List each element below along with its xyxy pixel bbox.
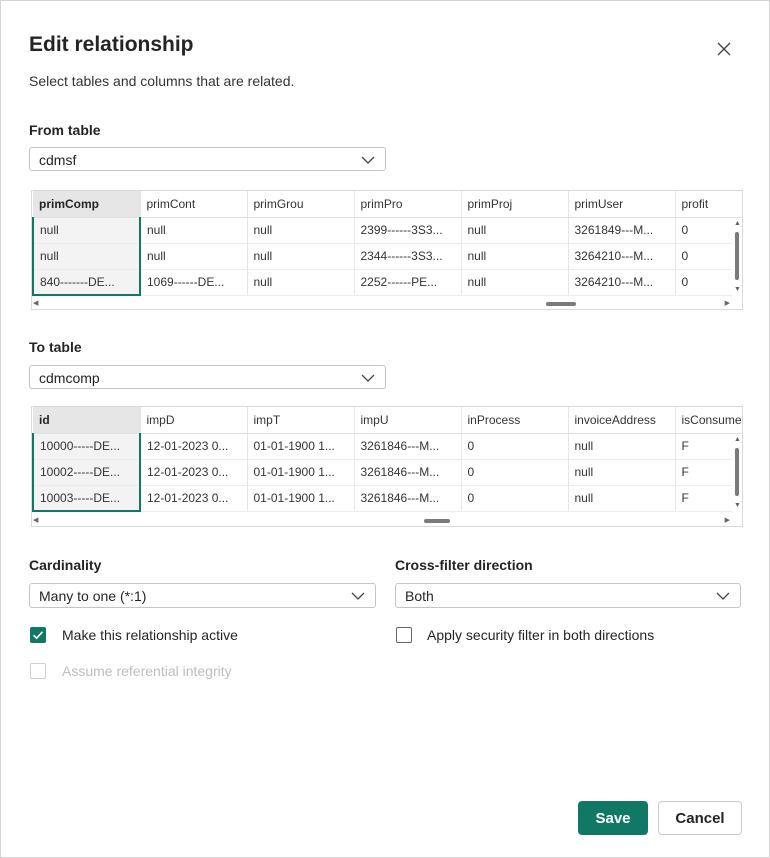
table-cell[interactable]: F <box>675 485 743 511</box>
table-cell[interactable]: null <box>140 243 247 269</box>
table-cell[interactable]: null <box>568 433 675 459</box>
table-cell[interactable]: 10003-----DE... <box>33 485 140 511</box>
table-row <box>33 459 743 485</box>
table-cell[interactable]: 0 <box>675 217 743 243</box>
column-header[interactable]: primGrou <box>247 191 354 217</box>
vertical-scrollbar[interactable] <box>732 218 742 298</box>
column-header[interactable]: primCont <box>140 191 247 217</box>
table-cell[interactable]: null <box>461 243 568 269</box>
table-cell[interactable]: null <box>568 459 675 485</box>
table-row <box>33 433 743 459</box>
referential-integrity-checkbox <box>30 663 46 679</box>
table-cell[interactable]: 3261846---M... <box>354 433 461 459</box>
table-cell[interactable]: null <box>33 217 140 243</box>
from-table-preview <box>31 190 743 310</box>
chevron-down-icon <box>361 155 375 165</box>
table-cell[interactable]: 10002-----DE... <box>33 459 140 485</box>
table-cell[interactable]: 3264210---M... <box>568 269 675 295</box>
scroll-down-icon[interactable]: ▼ <box>734 502 741 509</box>
vertical-scrollbar[interactable] <box>732 434 742 514</box>
table-cell[interactable]: 2252------PE... <box>354 269 461 295</box>
column-header[interactable]: isConsume <box>675 407 743 433</box>
table-row <box>33 269 743 295</box>
to-table-label: To table <box>29 339 82 355</box>
to-table-value: cdmcomp <box>39 370 100 386</box>
table-cell[interactable]: 12-01-2023 0... <box>140 433 247 459</box>
table-cell[interactable]: null <box>247 269 354 295</box>
table-cell[interactable]: 3261846---M... <box>354 459 461 485</box>
column-header[interactable]: primUser <box>568 191 675 217</box>
table-cell[interactable]: null <box>247 243 354 269</box>
table-cell[interactable]: 0 <box>461 433 568 459</box>
cardinality-value: Many to one (*:1) <box>39 588 147 604</box>
table-cell[interactable]: 01-01-1900 1... <box>247 485 354 511</box>
chevron-down-icon <box>351 591 365 601</box>
scroll-up-icon[interactable]: ▲ <box>734 220 741 227</box>
scroll-right-icon[interactable]: ▶ <box>724 517 730 524</box>
scrollbar-thumb[interactable] <box>546 302 576 306</box>
table-cell[interactable]: 0 <box>675 243 743 269</box>
from-table-select[interactable] <box>29 147 386 171</box>
from-table-grid <box>32 191 743 296</box>
cross-filter-select[interactable] <box>395 583 741 608</box>
dialog-subtitle: Select tables and columns that are related. <box>29 73 295 89</box>
cross-filter-label: Cross-filter direction <box>395 557 533 573</box>
cardinality-select[interactable] <box>29 583 376 608</box>
column-header[interactable]: profit <box>675 191 743 217</box>
column-header[interactable]: invoiceAddress <box>568 407 675 433</box>
scroll-right-icon[interactable]: ▶ <box>724 300 730 307</box>
cardinality-label: Cardinality <box>29 557 102 573</box>
column-header[interactable]: id <box>33 407 140 433</box>
chevron-down-icon <box>361 373 375 383</box>
security-filter-label[interactable]: Apply security filter in both directions <box>427 627 655 643</box>
scrollbar-thumb[interactable] <box>424 519 450 523</box>
column-header[interactable]: primPro <box>354 191 461 217</box>
dialog-title: Edit relationship <box>29 33 194 56</box>
scroll-left-icon[interactable]: ◀ <box>33 300 39 307</box>
table-cell[interactable]: F <box>675 459 743 485</box>
referential-integrity-label: Assume referential integrity <box>62 663 232 679</box>
to-table-grid <box>32 407 743 512</box>
table-row <box>33 243 743 269</box>
table-cell[interactable]: 3264210---M... <box>568 243 675 269</box>
table-cell[interactable]: 2344------3S3... <box>354 243 461 269</box>
column-header[interactable]: primProj <box>461 191 568 217</box>
table-cell[interactable]: null <box>140 217 247 243</box>
chevron-down-icon <box>716 591 730 601</box>
table-cell[interactable]: 01-01-1900 1... <box>247 433 354 459</box>
table-row <box>33 485 743 511</box>
save-button[interactable]: Save <box>578 801 648 835</box>
column-header[interactable]: inProcess <box>461 407 568 433</box>
active-checkbox-label[interactable]: Make this relationship active <box>62 627 238 643</box>
close-icon[interactable] <box>713 38 735 60</box>
scroll-down-icon[interactable]: ▼ <box>734 286 741 293</box>
to-table-preview <box>31 406 743 527</box>
to-table-select[interactable] <box>29 365 386 389</box>
table-row <box>33 217 743 243</box>
horizontal-scrollbar[interactable] <box>32 516 742 526</box>
table-cell[interactable]: 3261846---M... <box>354 485 461 511</box>
column-header[interactable]: primComp <box>33 191 140 217</box>
cancel-button[interactable]: Cancel <box>658 801 742 835</box>
column-header[interactable]: impD <box>140 407 247 433</box>
table-cell[interactable]: 12-01-2023 0... <box>140 485 247 511</box>
table-cell[interactable]: 12-01-2023 0... <box>140 459 247 485</box>
table-cell[interactable]: null <box>461 217 568 243</box>
table-cell[interactable]: 840-------DE... <box>33 269 140 295</box>
scrollbar-thumb[interactable] <box>735 448 739 496</box>
table-cell[interactable]: 0 <box>461 459 568 485</box>
horizontal-scrollbar[interactable] <box>32 299 742 309</box>
scroll-up-icon[interactable]: ▲ <box>734 436 741 443</box>
scrollbar-thumb[interactable] <box>735 232 739 280</box>
from-table-header-row <box>33 191 743 217</box>
column-header[interactable]: impT <box>247 407 354 433</box>
table-cell[interactable]: F <box>675 433 743 459</box>
table-cell[interactable]: null <box>247 217 354 243</box>
checkmark-icon <box>31 628 45 642</box>
table-cell[interactable]: 2399------3S3... <box>354 217 461 243</box>
from-table-label: From table <box>29 122 101 138</box>
table-cell[interactable]: null <box>33 243 140 269</box>
table-cell[interactable]: 0 <box>461 485 568 511</box>
table-cell[interactable]: null <box>461 269 568 295</box>
active-checkbox[interactable] <box>30 627 46 643</box>
table-cell[interactable]: 3261849---M... <box>568 217 675 243</box>
table-cell[interactable]: 10000-----DE... <box>33 433 140 459</box>
scroll-left-icon[interactable]: ◀ <box>33 517 39 524</box>
table-cell[interactable]: 01-01-1900 1... <box>247 459 354 485</box>
to-table-header-row <box>33 407 743 433</box>
column-header[interactable]: impU <box>354 407 461 433</box>
table-cell[interactable]: null <box>568 485 675 511</box>
cross-filter-value: Both <box>405 588 434 604</box>
security-filter-checkbox[interactable] <box>396 627 412 643</box>
table-cell[interactable]: 0 <box>675 269 743 295</box>
from-table-value: cdmsf <box>39 152 77 168</box>
table-cell[interactable]: 1069------DE... <box>140 269 247 295</box>
